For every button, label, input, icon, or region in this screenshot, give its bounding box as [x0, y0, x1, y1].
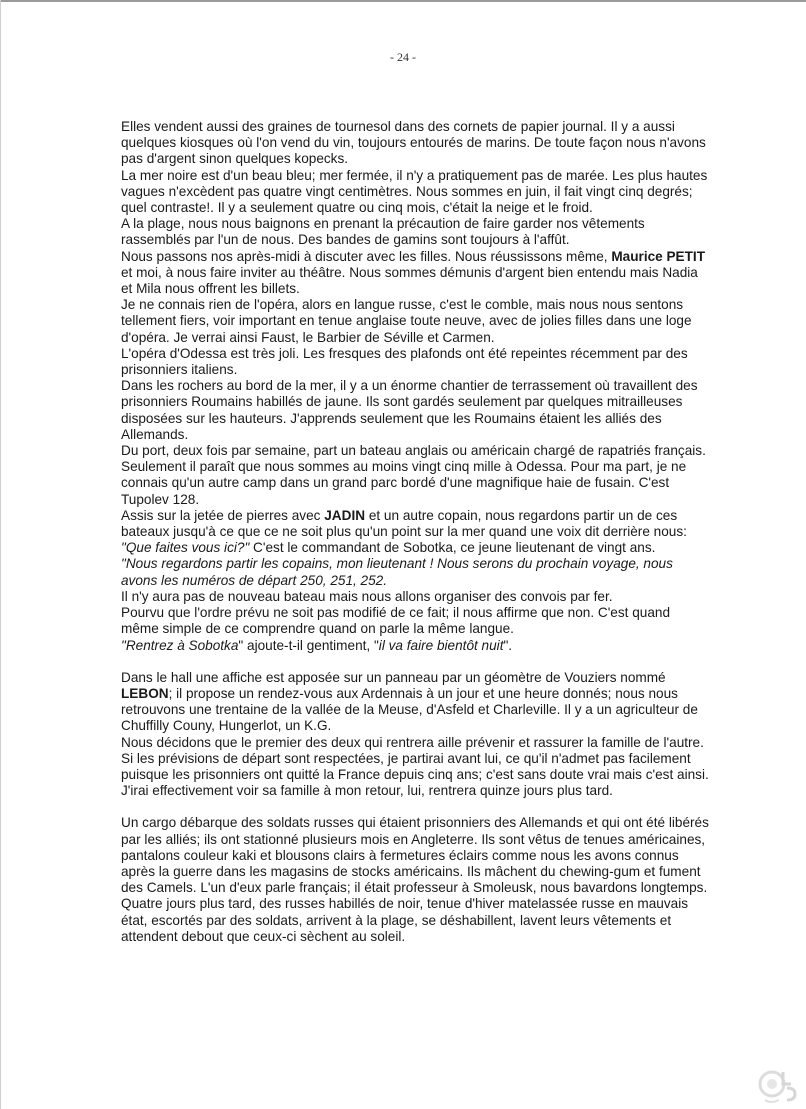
body-paragraph	[121, 735, 711, 784]
text-run: A la plage, nous nous baignons en prenant la précaution de faire garder nos vêtements rassemblés par l'un de nous. Des bandes de gamins sont toujours à l'affût.	[121, 216, 645, 248]
italic-quote: "Que faites vous ici?"	[121, 540, 250, 556]
bold-name: LEBON	[121, 685, 169, 701]
body-paragraph	[121, 168, 711, 217]
body-paragraph	[121, 556, 711, 588]
library-stamp-icon	[757, 1066, 801, 1106]
text-run: Un cargo débarque des soldats russes qui étaient prisonniers des Allemands et qui ont été libérés par les alliés; ils ont stationné plusieurs mois en Angleterre. Ils sont vêtus de tenues américaines, pantalons couleur kaki et blousons clairs à fermetures éclairs comme nous les avons connus après la guerre dans les magasins de stocks américains. Ils mâchent du chewing-gum et fument des Camels. L'un d'eux parle français; il était professeur à Smoleusk, nous bavardons longtemps.	[121, 815, 709, 896]
text-run: Je ne connais rien de l'opéra, alors en langue russe, c'est le comble, mais nous nous sentons tellement fiers, voir important en tenue anglaise toute neuve, avec de jolies filles dans une loge d'opéra. Je verrai ainsi Faust, le Barbier de Séville et Carmen.	[121, 297, 692, 345]
italic-quote: il va faire bientôt nuit	[378, 637, 504, 653]
paragraph-gap	[121, 799, 711, 815]
bold-name: Maurice PETIT	[611, 248, 706, 264]
text-run: Nous décidons que le premier des deux qui rentrera aille prévenir et rassurer la famille de l'autre. Si les prévisions de départ sont respectées, je partirai avant lui, ce qu'il n'admet pas facilement puisque les prisonniers ont quitté la France depuis cinq ans; c'est sans doute vrai mais c'est ainsi.	[121, 734, 709, 782]
body-paragraph	[121, 443, 711, 508]
body-paragraph	[121, 508, 711, 557]
text-run: Pourvu que l'ordre prévu ne soit pas modifié de ce fait; il nous affirme que non. C'est quand même simple de ce comprendre quand on parle la même langue.	[121, 605, 671, 637]
body-paragraph	[121, 297, 711, 346]
bold-name: JADIN	[324, 507, 366, 523]
text-run: ; il propose un rendez-vous aux Ardennais à un jour et une heure donnés; nous nous retrouvons une trentaine de la vallée de la Meuse, d'Asfeld et Charleville. Il y a un agriculteur de Chuffilly Couny, Hungerlot, un K.G.	[121, 685, 698, 734]
text-run: Dans le hall une affiche est apposée sur un panneau par un géomètre de Vouziers nommé	[121, 669, 666, 685]
text-run: ".	[503, 637, 513, 653]
body-paragraph	[121, 605, 711, 637]
body-paragraph	[121, 670, 711, 735]
text-run: La mer noire est d'un beau bleu; mer fermée, il n'y a pratiquement pas de marée. Les plus hautes vagues n'excèdent pas quatre vingt centimètres. Nous sommes en juin, il fait vingt cinq degrés; quel contraste!. Il y a seulement quatre ou cinq mois, c'était la neige et le froid.	[121, 167, 708, 216]
text-run: Dans les rochers au bord de la mer, il y a un énorme chantier de terrassement où travaillent des prisonniers Roumains habillés de jaune. Ils sont gardés seulement par quelques mitrailleuses disposées sur les hauteurs. J'apprends seulement que les Roumains étaient les alliés des Allemands.	[121, 378, 698, 442]
text-run: " ajoute-t-il gentiment, "	[238, 637, 379, 653]
italic-quote: "Nous regardons partir les copains, mon lieutenant ! Nous serons du prochain voyage, nous avons les numéros de départ 250, 251, 252.	[121, 556, 673, 588]
text-run: Assis sur la jetée de pierres avec	[121, 507, 325, 523]
body-paragraph	[121, 216, 711, 248]
body-paragraph	[121, 815, 711, 896]
body-paragraph	[121, 589, 711, 605]
text-run: L'opéra d'Odessa est très joli. Les fresques des plafonds ont été repeintes récemment par des prisonniers italiens.	[121, 345, 688, 378]
text-run: Du port, deux fois par semaine, part un bateau anglais ou américain chargé de rapatriés français. Seulement il paraît que nous sommes au moins vingt cinq mille à Odessa. Pour ma part, je ne connais qu'un autre camp dans un grand parc bordé d'une magnifique haie de fusain. C'est Tupolev 128.	[121, 443, 706, 507]
body-paragraph	[121, 783, 711, 799]
paragraph-gap	[121, 654, 711, 670]
text-run: Nous passons nos après-midi à discuter avec les filles. Nous réussissons même,	[121, 248, 612, 264]
body-paragraph	[121, 119, 711, 168]
italic-quote: "Rentrez à Sobotka	[121, 637, 239, 653]
body-paragraph	[121, 378, 711, 443]
body-paragraph	[121, 249, 711, 298]
body-paragraph	[121, 896, 711, 945]
text-run: J'irai effectivement voir sa famille à mon retour, lui, rentrera quinze jours plus tard.	[121, 783, 613, 799]
left-border-line	[0, 0, 1, 1109]
body-paragraph	[121, 346, 711, 378]
text-run: C'est le commandant de Sobotka, ce jeune lieutenant de vingt ans.	[249, 540, 656, 556]
body-paragraph	[121, 638, 711, 654]
text-run: et un autre copain, nous regardons partir un de ces bateaux jusqu'à ce que ce ne soit plus qu'un point sur la mer quand une voix dit derrière nous:	[121, 507, 687, 540]
text-run: Il n'y aura pas de nouveau bateau mais nous allons organiser des convois par fer.	[121, 588, 613, 604]
text-run: Quatre jours plus tard, des russes habillés de noir, tenue d'hiver matelassée russe en mauvais état, escortés par des soldats, arrivent à la plage, se déshabillent, lavent leurs vêtements et attendent debout que ceux-ci sèchent au soleil.	[121, 896, 689, 944]
document-body	[121, 119, 711, 945]
page-number: - 24 -	[390, 50, 416, 64]
text-run: Elles vendent aussi des graines de tournesol dans des cornets de papier journal. Il y a aussi quelques kiosques où l'on vend du vin, toujours entourés de marins. De toute façon nous n'avons pas d'argent sinon quelques kopecks.	[121, 119, 706, 167]
text-run: et moi, à nous faire inviter au théâtre. Nous sommes démunis d'argent bien entendu mais Nadia et Mila nous offrent les billets.	[121, 264, 698, 297]
top-border-line	[0, 0, 806, 2]
